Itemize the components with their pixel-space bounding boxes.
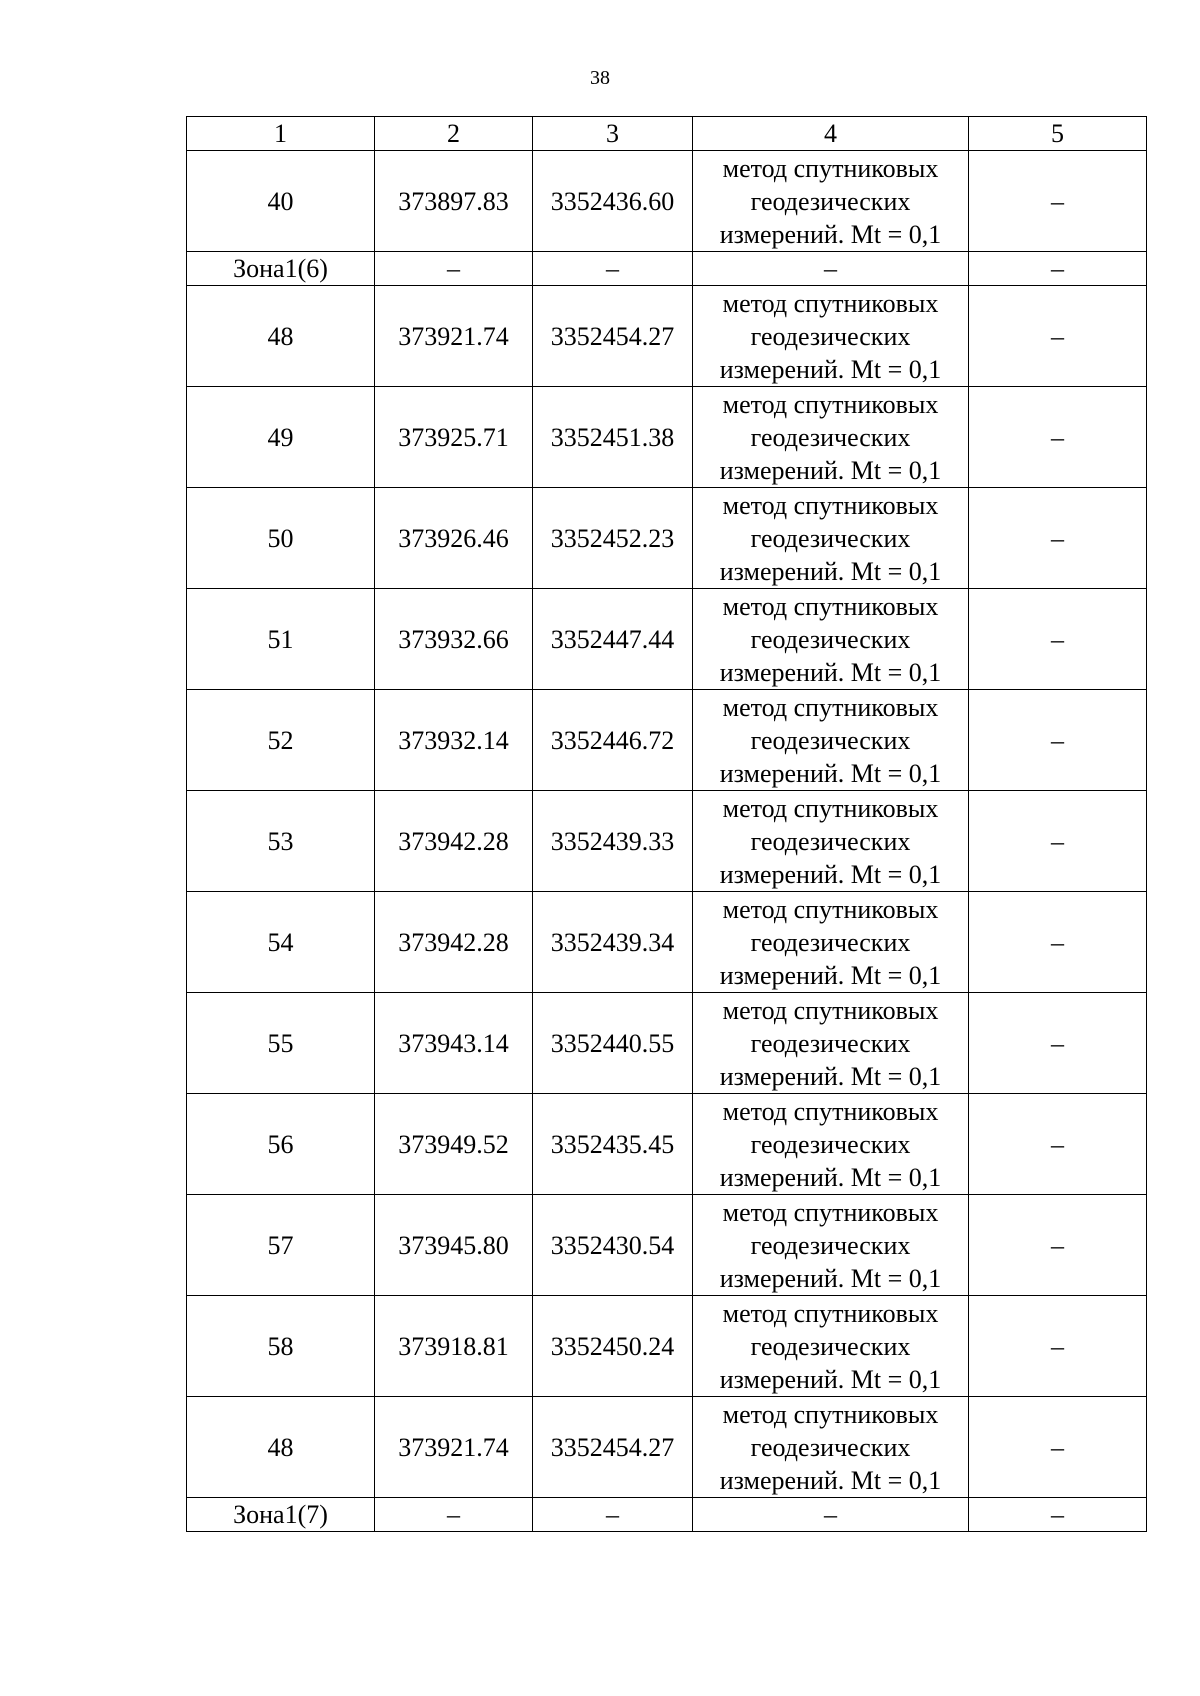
- table-row: [187, 1195, 1147, 1296]
- table-row: [187, 387, 1147, 488]
- x-coordinate-cell: 373949.52: [375, 1094, 533, 1195]
- table-row: [187, 286, 1147, 387]
- point-number-cell: 55: [187, 993, 375, 1094]
- note-cell: –: [969, 1296, 1147, 1397]
- note-cell: –: [969, 1195, 1147, 1296]
- point-number-cell: 58: [187, 1296, 375, 1397]
- method-cell: метод спутниковых геодезических измерений. Mt = 0,1: [693, 151, 969, 252]
- note-cell: –: [969, 252, 1147, 286]
- note-cell: –: [969, 589, 1147, 690]
- table-row: [187, 690, 1147, 791]
- header-cell: 1: [187, 117, 375, 151]
- method-cell: метод спутниковых геодезических измерений. Mt = 0,1: [693, 589, 969, 690]
- y-coordinate-cell: 3352446.72: [533, 690, 693, 791]
- method-cell: метод спутниковых геодезических измерений. Mt = 0,1: [693, 1094, 969, 1195]
- method-cell: метод спутниковых геодезических измерений. Mt = 0,1: [693, 1195, 969, 1296]
- y-coordinate-cell: 3352450.24: [533, 1296, 693, 1397]
- point-number-cell: 48: [187, 286, 375, 387]
- method-cell: метод спутниковых геодезических измерений. Mt = 0,1: [693, 892, 969, 993]
- note-cell: –: [969, 892, 1147, 993]
- method-cell: –: [693, 1498, 969, 1532]
- note-cell: –: [969, 488, 1147, 589]
- y-coordinate-cell: 3352435.45: [533, 1094, 693, 1195]
- x-coordinate-cell: –: [375, 1498, 533, 1532]
- table-row: [187, 589, 1147, 690]
- zone-label-cell: Зона1(6): [187, 252, 375, 286]
- point-number-cell: 51: [187, 589, 375, 690]
- x-coordinate-cell: 373943.14: [375, 993, 533, 1094]
- x-coordinate-cell: 373926.46: [375, 488, 533, 589]
- y-coordinate-cell: 3352447.44: [533, 589, 693, 690]
- table-row: [187, 151, 1147, 252]
- point-number-cell: 48: [187, 1397, 375, 1498]
- y-coordinate-cell: 3352439.34: [533, 892, 693, 993]
- page-number: 38: [590, 67, 610, 89]
- y-coordinate-cell: 3352454.27: [533, 1397, 693, 1498]
- point-number-cell: 54: [187, 892, 375, 993]
- x-coordinate-cell: 373921.74: [375, 286, 533, 387]
- table-row: [187, 1094, 1147, 1195]
- x-coordinate-cell: 373921.74: [375, 1397, 533, 1498]
- note-cell: –: [969, 791, 1147, 892]
- method-cell: –: [693, 252, 969, 286]
- point-number-cell: 40: [187, 151, 375, 252]
- y-coordinate-cell: –: [533, 1498, 693, 1532]
- x-coordinate-cell: 373942.28: [375, 892, 533, 993]
- method-cell: метод спутниковых геодезических измерений. Mt = 0,1: [693, 387, 969, 488]
- note-cell: –: [969, 1397, 1147, 1498]
- method-cell: метод спутниковых геодезических измерений. Mt = 0,1: [693, 791, 969, 892]
- method-cell: метод спутниковых геодезических измерений. Mt = 0,1: [693, 690, 969, 791]
- header-cell: 3: [533, 117, 693, 151]
- note-cell: –: [969, 286, 1147, 387]
- point-number-cell: 50: [187, 488, 375, 589]
- point-number-cell: 49: [187, 387, 375, 488]
- header-cell: 4: [693, 117, 969, 151]
- zone-row: [187, 1498, 1147, 1532]
- note-cell: –: [969, 690, 1147, 791]
- zone-label-cell: Зона1(7): [187, 1498, 375, 1532]
- note-cell: –: [969, 387, 1147, 488]
- header-cell: 2: [375, 117, 533, 151]
- table-row: [187, 1296, 1147, 1397]
- table-row: [187, 791, 1147, 892]
- point-number-cell: 57: [187, 1195, 375, 1296]
- table-row: [187, 993, 1147, 1094]
- y-coordinate-cell: 3352440.55: [533, 993, 693, 1094]
- x-coordinate-cell: 373945.80: [375, 1195, 533, 1296]
- note-cell: –: [969, 1498, 1147, 1532]
- method-cell: метод спутниковых геодезических измерений. Mt = 0,1: [693, 286, 969, 387]
- y-coordinate-cell: 3352452.23: [533, 488, 693, 589]
- table-body: [187, 117, 1147, 1532]
- y-coordinate-cell: 3352451.38: [533, 387, 693, 488]
- table-row: [187, 488, 1147, 589]
- method-cell: метод спутниковых геодезических измерений. Mt = 0,1: [693, 1397, 969, 1498]
- x-coordinate-cell: 373925.71: [375, 387, 533, 488]
- zone-row: [187, 252, 1147, 286]
- y-coordinate-cell: 3352439.33: [533, 791, 693, 892]
- x-coordinate-cell: 373932.14: [375, 690, 533, 791]
- table-row: [187, 1397, 1147, 1498]
- y-coordinate-cell: 3352436.60: [533, 151, 693, 252]
- point-number-cell: 52: [187, 690, 375, 791]
- y-coordinate-cell: –: [533, 252, 693, 286]
- x-coordinate-cell: 373932.66: [375, 589, 533, 690]
- coordinates-table: [186, 116, 1147, 1532]
- note-cell: –: [969, 151, 1147, 252]
- x-coordinate-cell: 373918.81: [375, 1296, 533, 1397]
- x-coordinate-cell: –: [375, 252, 533, 286]
- x-coordinate-cell: 373897.83: [375, 151, 533, 252]
- table-header-row: [187, 117, 1147, 151]
- point-number-cell: 56: [187, 1094, 375, 1195]
- method-cell: метод спутниковых геодезических измерений. Mt = 0,1: [693, 1296, 969, 1397]
- header-cell: 5: [969, 117, 1147, 151]
- method-cell: метод спутниковых геодезических измерений. Mt = 0,1: [693, 993, 969, 1094]
- x-coordinate-cell: 373942.28: [375, 791, 533, 892]
- y-coordinate-cell: 3352454.27: [533, 286, 693, 387]
- y-coordinate-cell: 3352430.54: [533, 1195, 693, 1296]
- method-cell: метод спутниковых геодезических измерений. Mt = 0,1: [693, 488, 969, 589]
- note-cell: –: [969, 1094, 1147, 1195]
- point-number-cell: 53: [187, 791, 375, 892]
- table-row: [187, 892, 1147, 993]
- note-cell: –: [969, 993, 1147, 1094]
